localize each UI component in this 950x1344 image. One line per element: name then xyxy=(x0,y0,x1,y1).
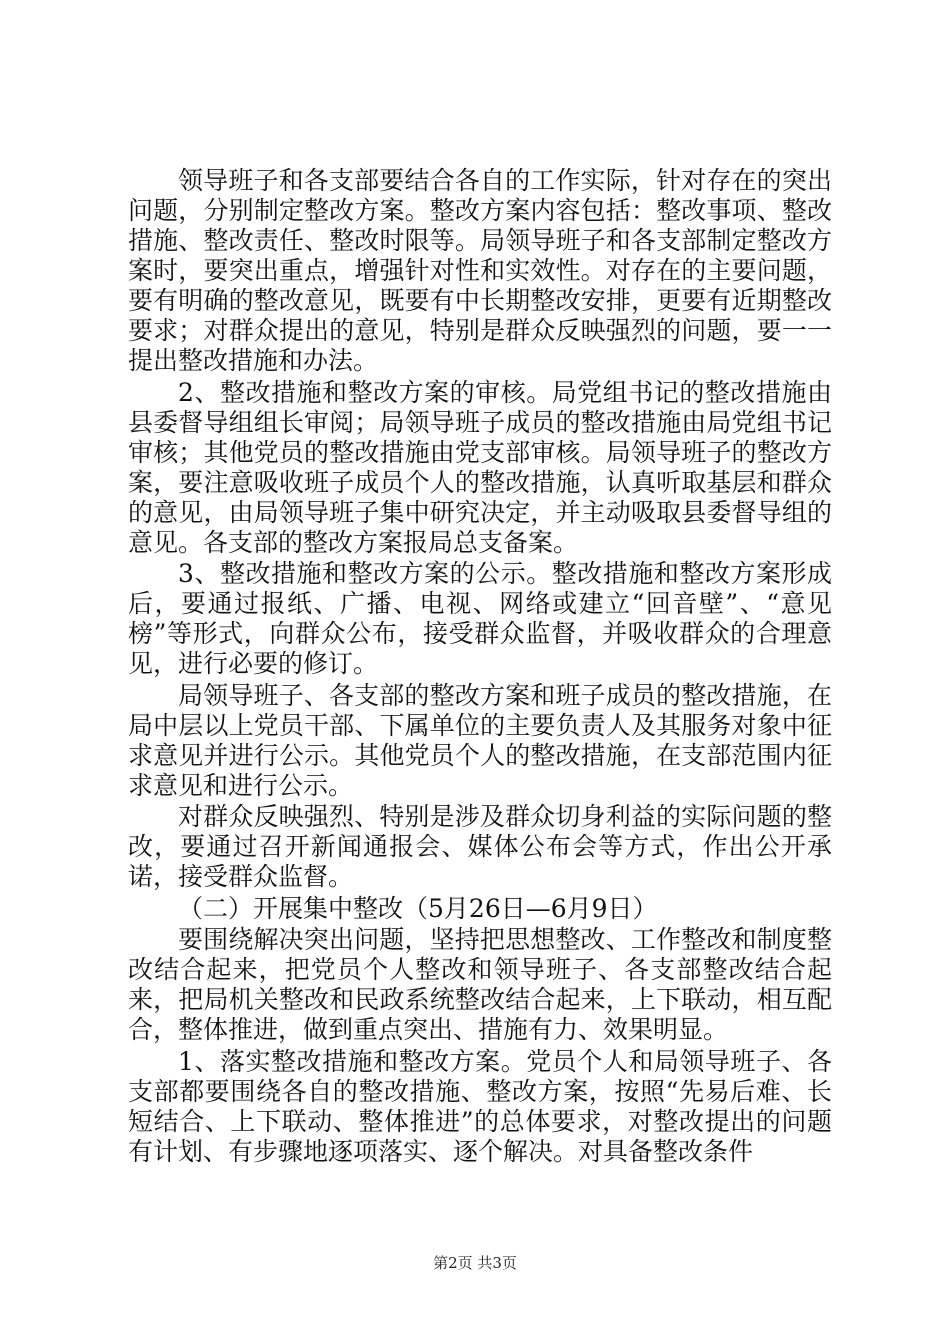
paragraph-review: 2、整改措施和整改方案的审核。局党组书记的整改措施由县委督导组组长审阅；局领导班子成员的整改措施由局党组书记审核；其他党员的整改措施由党支部审核。局领导班子的整改方案，要注意吸收班子成员个人的整改措施，认真听取基层和群众的意见，由局领导班子集中研究决定，并主动吸取县委督导组的意见。各支部的整改方案报局总支备案。 xyxy=(128,377,832,557)
paragraph-public-commitment: 对群众反映强烈、特别是涉及群众切身利益的实际问题的整改，要通过召开新闻通报会、媒体公布会等方式，作出公开承诺，接受群众监督。 xyxy=(128,802,832,891)
paragraph-rectification-plan: 领导班子和各支部要结合各自的工作实际，针对存在的突出问题，分别制定整改方案。整改方案内容包括：整改事项、整改措施、整改责任、整改时限等。局领导班子和各支部制定整改方案时，要突出重点，增强针对性和实效性。对存在的主要问题，要有明确的整改意见，既要有中长期整改安排，更要有近期整改要求；对群众提出的意见，特别是群众反映强烈的问题，要一一提出整改措施和办法。 xyxy=(128,166,832,375)
document-body xyxy=(128,166,832,1168)
paragraph-publicity: 3、整改措施和整改方案的公示。整改措施和整改方案形成后，要通过报纸、广播、电视、网络或建立“回音壁”、“意见榜”等形式，向群众公布，接受群众监督，并吸收群众的合理意见，进行必要的修订。 xyxy=(128,559,832,678)
section-heading-centralized-rectification: （二）开展集中整改（5月26日—6月9日） xyxy=(178,893,658,923)
paragraph-solicit-opinions: 局领导班子、各支部的整改方案和班子成员的整改措施，在局中层以上党员干部、下属单位的主要负责人及其服务对象中征求意见并进行公示。其他党员个人的整改措施，在支部范围内征求意见和进行公示。 xyxy=(128,680,832,800)
page-footer: 第2页 共3页 xyxy=(433,1254,517,1272)
paragraph-focus-problems: 要围绕解决突出问题，坚持把思想整改、工作整改和制度整改结合起来，把党员个人整改和领导班子、各支部整改结合起来，把局机关整改和民政系统整改结合起来，上下联动，相互配合，整体推进，做到重点突出、措施有力、效果明显。 xyxy=(128,925,832,1044)
paragraph-implement-measures: 1、落实整改措施和整改方案。党员个人和局领导班子、各支部都要围绕各自的整改措施、整改方案，按照“先易后难、长短结合、上下联动、整体推进”的总体要求，对整改提出的问题有计划、有步骤地逐项落实、逐个解决。对具备整改条件 xyxy=(128,1046,832,1166)
